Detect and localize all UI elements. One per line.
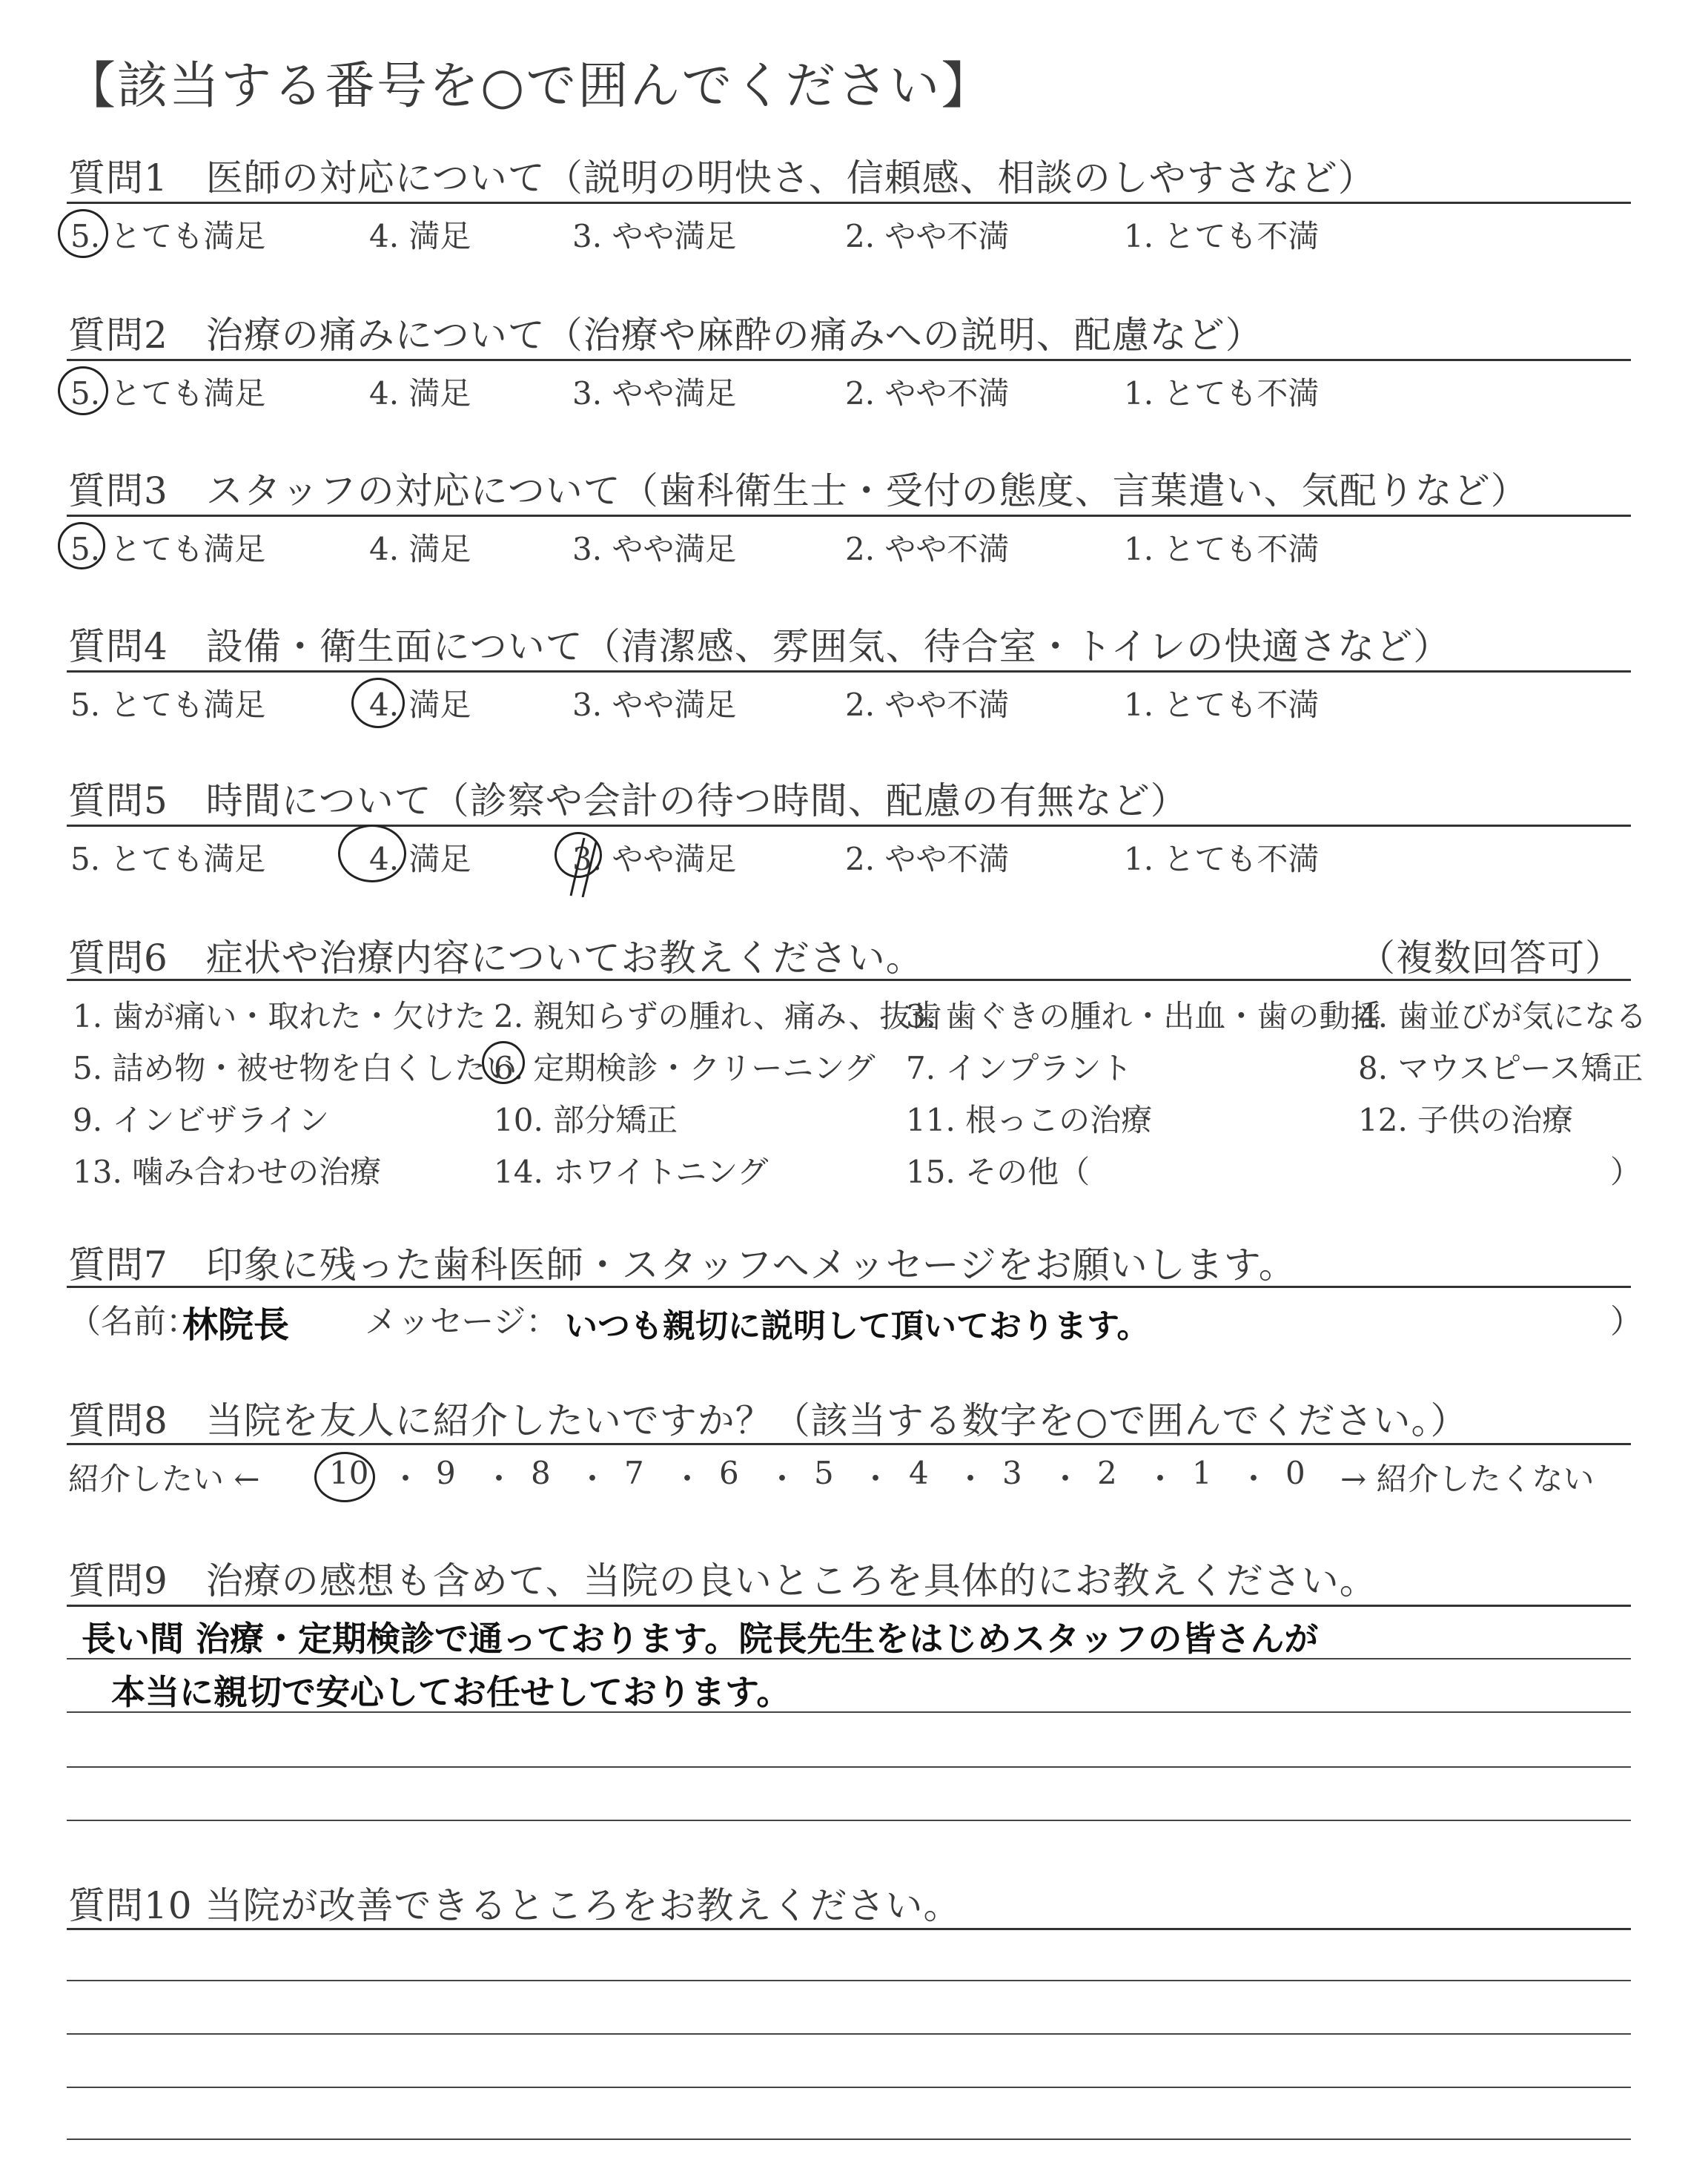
q8-title: 質問8 当院を友人に紹介したいですか？（該当する数字を○で囲んでください。） [68, 1399, 1469, 1442]
q2-option-5[interactable]: 5. とても満足 [70, 375, 266, 412]
q10-rule-3 [67, 2033, 1631, 2035]
q1-option-4[interactable]: 4. 満足 [369, 218, 471, 254]
q6-rule [67, 979, 1631, 981]
q1-option-3[interactable]: 3. やや満足 [572, 218, 737, 254]
form-header: 【該当する番号を○で囲んでください】 [65, 57, 993, 116]
q1-selection-circle [58, 209, 108, 258]
q4-option-2[interactable]: 2. やや不満 [845, 687, 1010, 723]
q9-answer-line-2[interactable]: 本当に親切で安心してお任せしております。 [111, 1672, 791, 1712]
q8-dot: ・ [390, 1461, 422, 1497]
q4-option-1[interactable]: 1. とても不満 [1124, 687, 1320, 723]
q8-dot: ・ [672, 1461, 704, 1497]
q3-title: 質問3 スタッフの対応について（歯科衛生士・受付の態度、言葉遣い、気配りなど） [68, 469, 1529, 512]
q4-title: 質問4 設備・衛生面について（清潔感、雰囲気、待合室・トイレの快適さなど） [68, 625, 1452, 668]
q1-title: 質問1 医師の対応について（説明の明快さ、信頼感、相談のしやすさなど） [68, 156, 1376, 199]
q5-rule [67, 825, 1631, 827]
q6-item-1[interactable]: 1. 歯が痛い・取れた・欠けた [73, 998, 486, 1034]
q5-selection-circle [338, 825, 406, 882]
q5-title: 質問5 時間について（診察や会計の待つ時間、配慮の有無など） [68, 779, 1188, 822]
q3-selection-circle [58, 522, 105, 569]
q3-option-5[interactable]: 5. とても満足 [70, 531, 266, 567]
q3-option-2[interactable]: 2. やや不満 [845, 531, 1010, 567]
q4-option-5[interactable]: 5. とても満足 [70, 687, 266, 723]
q1-rule [67, 202, 1631, 204]
q7-message-label: メッセージ： [365, 1303, 559, 1341]
q5-option-5[interactable]: 5. とても満足 [70, 841, 266, 877]
q9-rule-1 [67, 1605, 1631, 1607]
q5-option-2[interactable]: 2. やや不満 [845, 841, 1010, 877]
q6-other-close-paren: ） [1610, 1154, 1642, 1190]
q6-selection-circle [482, 1041, 525, 1084]
q8-dot: ・ [577, 1461, 609, 1497]
q6-item-13[interactable]: 13. 噛み合わせの治療 [73, 1154, 382, 1190]
q7-close-paren: ） [1610, 1303, 1643, 1341]
q6-item-9[interactable]: 9. インビザライン [73, 1102, 330, 1138]
q4-rule [67, 670, 1631, 673]
q8-scale-3[interactable]: 3 [1002, 1455, 1022, 1491]
q10-title: 質問10 当院が改善できるところをお教えください。 [68, 1884, 961, 1927]
q8-dot: ・ [767, 1461, 798, 1497]
q6-item-11[interactable]: 11. 根っこの治療 [906, 1102, 1153, 1138]
q9-answer-line-1[interactable]: 長い間 治療・定期検診で通っております。院長先生をはじめスタッフの皆さんが [82, 1619, 1319, 1659]
q2-rule [67, 359, 1631, 361]
q5-option-3[interactable]: 3. やや満足 [572, 841, 737, 877]
q6-item-12[interactable]: 12. 子供の治療 [1358, 1102, 1574, 1138]
q4-selection-circle [351, 678, 405, 728]
q8-right-label: → 紹介したくない [1340, 1461, 1595, 1497]
q2-option-3[interactable]: 3. やや満足 [572, 375, 737, 412]
q6-item-7[interactable]: 7. インプラント [906, 1050, 1133, 1086]
q2-option-4[interactable]: 4. 満足 [369, 375, 471, 412]
q6-item-2[interactable]: 2. 親知らずの腫れ、痛み、抜歯 [494, 998, 942, 1034]
q6-item-8[interactable]: 8. マウスピース矯正 [1358, 1050, 1644, 1086]
q7-name-label: （名前： [68, 1303, 199, 1341]
q6-item-10[interactable]: 10. 部分矯正 [494, 1102, 678, 1138]
q1-option-2[interactable]: 2. やや不満 [845, 218, 1010, 254]
q1-option-5[interactable]: 5. とても満足 [70, 218, 266, 254]
q9-rule-5 [67, 1820, 1631, 1821]
q1-option-1[interactable]: 1. とても不満 [1124, 218, 1320, 254]
q8-selection-circle [314, 1452, 375, 1502]
q8-scale-10[interactable]: 10 [329, 1455, 369, 1491]
q7-rule [67, 1286, 1631, 1288]
q8-scale-6[interactable]: 6 [719, 1455, 739, 1491]
q4-option-4[interactable]: 4. 満足 [369, 687, 471, 723]
q5-cross-out-mark [555, 838, 606, 897]
q8-scale-5[interactable]: 5 [814, 1455, 834, 1491]
q6-item-4[interactable]: 4. 歯並びが気になる [1358, 998, 1647, 1034]
q8-left-label: 紹介したい ← [68, 1461, 260, 1497]
q6-title: 質問6 症状や治療内容についてお教えください。 [68, 937, 924, 980]
q8-dot: ・ [955, 1461, 987, 1497]
q6-item-3[interactable]: 3. 歯ぐきの腫れ・出血・歯の動揺 [906, 998, 1382, 1034]
q10-rule-4 [67, 2087, 1631, 2088]
q5-option-4[interactable]: 4. 満足 [369, 841, 471, 877]
q4-option-3[interactable]: 3. やや満足 [572, 687, 737, 723]
q6-item-15[interactable]: 15. その他（ [906, 1154, 1090, 1190]
q2-title: 質問2 治療の痛みについて（治療や麻酔の痛みへの説明、配慮など） [68, 314, 1263, 357]
q10-rule-5 [67, 2138, 1631, 2140]
q8-scale-7[interactable]: 7 [624, 1455, 644, 1491]
q10-rule-1 [67, 1928, 1631, 1930]
q6-item-5[interactable]: 5. 詰め物・被せ物を白くしたい [73, 1050, 517, 1086]
q2-selection-circle [58, 366, 108, 415]
q8-dot: ・ [1145, 1461, 1176, 1497]
q2-option-2[interactable]: 2. やや不満 [845, 375, 1010, 412]
q9-rule-4 [67, 1766, 1631, 1768]
q8-scale-2[interactable]: 2 [1097, 1455, 1117, 1491]
q3-option-3[interactable]: 3. やや満足 [572, 531, 737, 567]
q3-option-4[interactable]: 4. 満足 [369, 531, 471, 567]
q8-scale-1[interactable]: 1 [1192, 1455, 1212, 1491]
q8-dot: ・ [1050, 1461, 1082, 1497]
q8-dot: ・ [483, 1461, 515, 1497]
q8-scale-8[interactable]: 8 [531, 1455, 551, 1491]
q7-message-value[interactable]: いつも親切に説明して頂いております。 [565, 1307, 1150, 1345]
q10-rule-2 [67, 1980, 1631, 1981]
q6-note: （複数回答可） [1358, 937, 1623, 980]
q2-option-1[interactable]: 1. とても不満 [1124, 375, 1320, 412]
q3-option-1[interactable]: 1. とても不満 [1124, 531, 1320, 567]
q8-dot: ・ [860, 1461, 892, 1497]
q8-dot: ・ [1238, 1461, 1270, 1497]
q7-name-value[interactable]: 林院長 [182, 1304, 290, 1346]
q3-rule [67, 515, 1631, 517]
q9-title: 質問9 治療の感想も含めて、当院の良いところを具体的にお教えください。 [68, 1559, 1377, 1602]
q8-scale-0[interactable]: 0 [1285, 1455, 1305, 1491]
q8-scale-4[interactable]: 4 [909, 1455, 929, 1491]
q6-item-6[interactable]: 6. 定期検診・クリーニング [494, 1050, 875, 1086]
q7-title: 質問7 印象に残った歯科医師・スタッフへメッセージをお願いします。 [68, 1244, 1297, 1287]
q5-option-1[interactable]: 1. とても不満 [1124, 841, 1320, 877]
q6-item-14[interactable]: 14. ホワイトニング [494, 1154, 769, 1190]
q8-rule [67, 1443, 1631, 1445]
q8-scale-9[interactable]: 9 [436, 1455, 456, 1491]
